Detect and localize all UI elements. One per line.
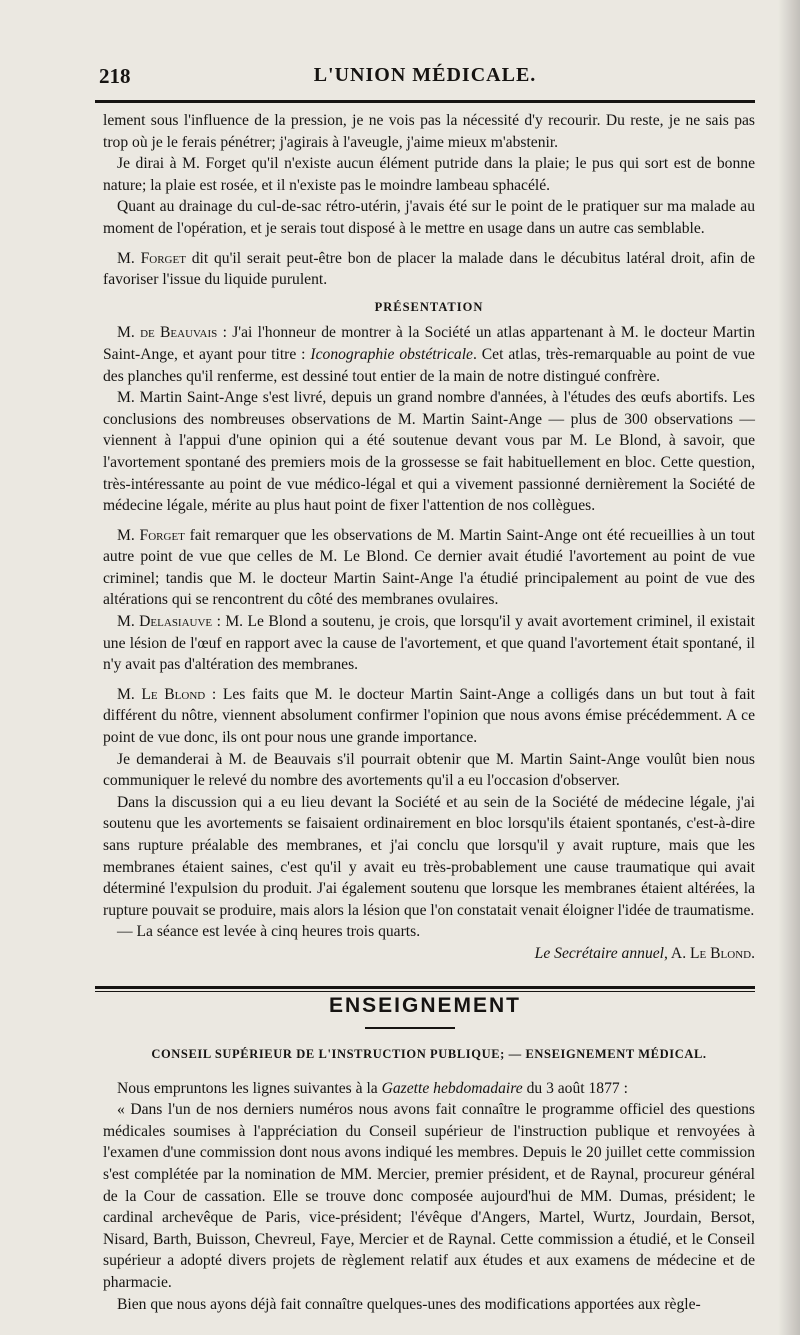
journal-title: Gazette hebdomadaire [381, 1079, 523, 1097]
paragraph-6: M. Martin Saint-Ange s'est livré, depuis un grand nombre d'années, à l'études des œufs abortifs. Les conclusions des nombreuses observations de M. Martin Saint-Ange — plus de 300 observations — viennent à l'appui d'une opinion qui a été soutenue devant vous par M. Le Blond, à savoir, que l'avortement spontané des premiers mois de la grossesse se fait habituellement en bloc. Cette question, très-intéressante au point de vue médico-légal et qui a vivement passionné dernièrement la Société de médecine légale, mérite au plus haut point de fixer l'attention de nos collègues. [103, 389, 755, 515]
paragraph-le-blond: M. Le Blond : Les faits que M. le docteur Martin Saint-Ange a colligés dans un but tout à fait différent du nôtre, viennent absolument confirmer l'opinion que nous avons émise précédemment. A ce point de vue donc, ils ont pour nous une grande importance. [103, 685, 755, 747]
paragraph-2: Je dirai à M. Forget qu'il n'existe aucun élément putride dans la plaie; le pus qui sort est de bonne nature; la plaie est rosée, et il n'existe pas le moindre lambeau sphacélé. [103, 155, 755, 194]
paragraph-1: lement sous l'influence de la pression, je ne vois pas la nécessité d'y recourir. Du reste, je ne sais pas trop où je le ferais pénétrer; j'agirais à l'aveugle, j'aime mieux m'abstenir. [103, 112, 755, 151]
running-header [95, 62, 755, 92]
section-title: ENSEIGNEMENT [328, 994, 522, 1017]
speaker-name: M. Le Blond [117, 685, 206, 703]
main-text [103, 110, 755, 965]
speaker-name: M. de Beauvais [117, 324, 218, 342]
signature [103, 943, 755, 965]
paragraph-3: Quant au drainage du cul-de-sac rétro-utérin, j'avais été sur le point de le pratiquer sur ma malade au moment de l'opération, et je serais tout disposé à le mettre en usage dans un autre cas semblable. [103, 198, 755, 237]
signature-role: Le Secrétaire annuel [534, 944, 664, 962]
section-rule-top [95, 986, 755, 989]
paragraph-11: Dans la discussion qui a eu lieu devant la Société et au sein de la Société de médecine légale, j'ai soutenu que les avortements se faisaient ordinairement en bloc lorsqu'ils étaient spontanés, c'est-à-dire sans rupture préalable des membranes, et j'ai conclu que lorsqu'il y avait rupture, mais que les membranes étaient saines, c'est qu'il y avait eu très-probablement une cause traumatique qui avait déterminé l'expulsion du produit. J'ai également soutenu que lorsque les membranes étaient altérées, la rupture pouvait se produire, mais alors la lésion que l'on constatait venait éloigner l'idée de traumatisme. [103, 793, 755, 919]
page-spine-shadow [778, 0, 800, 1335]
page-number: 218 [99, 64, 131, 88]
signature-name: , A. Le Blond. [664, 944, 755, 962]
paragraph-forget-1: M. Forget dit qu'il serait peut-être bon de placer la malade dans le décubitus latéral droit, afin de favoriser l'issue du liquide purulent. [103, 249, 756, 289]
speaker-name: M. Forget [117, 249, 186, 267]
speaker-name: M. Forget [117, 526, 185, 544]
running-title: L'UNION MÉDICALE. [313, 64, 537, 86]
section-text [103, 1044, 755, 1315]
paragraph-12: — La séance est levée à cinq heures trois quarts. [117, 923, 421, 941]
paragraph-beauvais: M. de Beauvais : J'ai l'honneur de montrer à la Société un atlas appartenant à M. le docteur Martin Saint-Ange, et ayant pour titre : Iconographie obstétricale. Cet atlas, très-remarquable au point de vue des planches qu'il renferme, est dessiné tout entier de la main de notre distingué confrère. [103, 324, 755, 385]
speaker-name: M. Delasiauve [117, 613, 213, 631]
section-paragraph-3: Bien que nous ayons déjà fait connaître quelques-unes des modifications apportées aux règle- [117, 1295, 701, 1313]
paragraph-delasiauve: M. Delasiauve : M. Le Blond a soutenu, je crois, que lorsqu'il y avait avortement criminel, il existait une lésion de l'œuf en rapport avec la cause de l'avortement, et que quand l'avortement était spontané, il n'y avait pas d'altération des membranes. [103, 613, 755, 674]
section-paragraph-2: « Dans l'un de nos derniers numéros nous avons fait connaître le programme officiel des questions médicales soumises à l'appréciation du Conseil supérieur de l'instruction publique et renvoyées à l'examen d'une commission dont nous avons indiqué les membres. Depuis le 20 juillet cette commission s'est complétée par la nomination de MM. Mercier, premier président, et de Raynal, procureur général de la Cour de cassation. Elle se trouve donc composée aujourd'hui de MM. Dumas, président; le cardinal archevêque de Paris, vice-président; l'évêque d'Angers, Martel, Wurtz, Jourdain, Bersot, Nisard, Barth, Buisson, Chevreul, Faye, Mercier et de Raynal. Cette commission a étudié, et le Conseil supérieur a adopté divers projets de règlement relatif aux études et aux examens de médecine et de pharmacie. [103, 1101, 755, 1291]
presentation-heading: PRÉSENTATION [374, 299, 484, 314]
atlas-title: Iconographie obstétricale [310, 345, 473, 363]
header-rule [95, 100, 755, 103]
section-subheading: CONSEIL SUPÉRIEUR DE L'INSTRUCTION PUBLIQUE; — ENSEIGNEMENT MÉDICAL. [151, 1047, 707, 1061]
paragraph-10: Je demanderai à M. de Beauvais s'il pourrait obtenir que M. Martin Saint-Ange voulût bien nous communiquer le relevé du nombre des avortements qu'il a eu l'occasion d'observer. [103, 750, 755, 790]
paragraph-forget-2: M. Forget fait remarquer que les observations de M. Martin Saint-Ange ont été recueillies à un tout autre point de vue que celles de M. Le Blond. Ce dernier avait étudié l'avortement au point de vue criminel; tandis que M. le docteur Martin Saint-Ange l'a étudié principalement au point de vue des altérations qui se rencontrent du côté des membranes ovulaires. [103, 526, 755, 609]
section-rule-top-thin [95, 991, 755, 992]
section-title-rule [365, 1027, 455, 1029]
section-paragraph-1: Nous empruntons les lignes suivantes à la Gazette hebdomadaire du 3 août 1877 : [117, 1079, 628, 1097]
